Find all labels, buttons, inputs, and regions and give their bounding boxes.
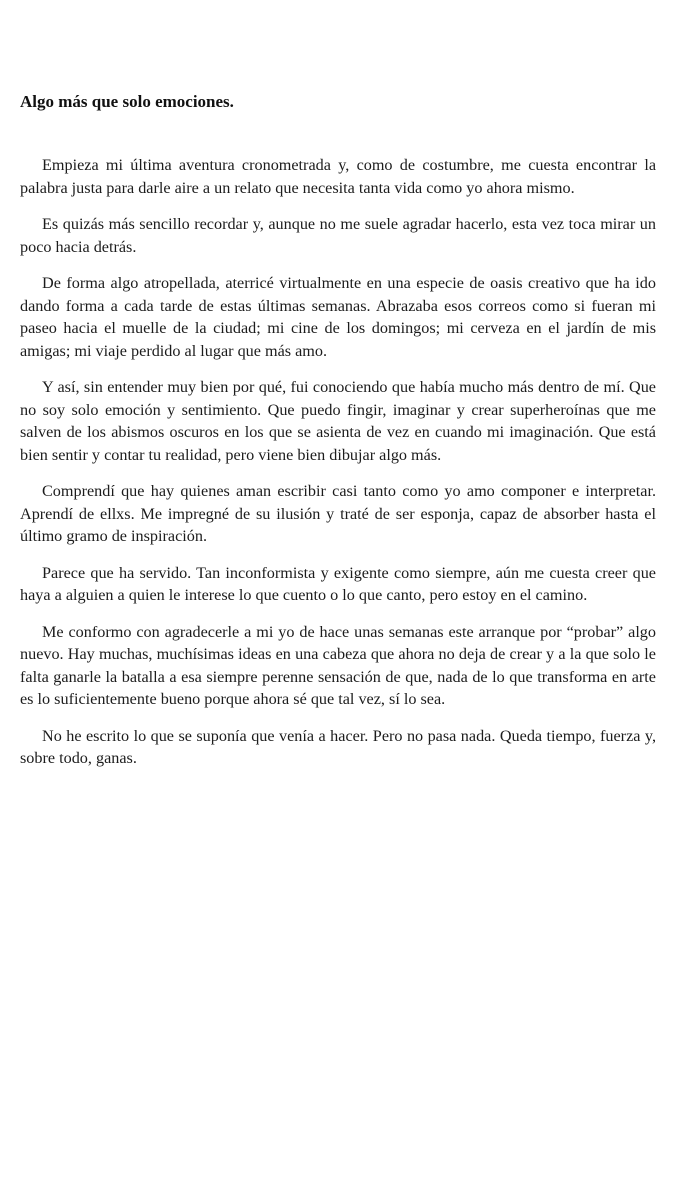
paragraph-7: Me conformo con agradecerle a mi yo de hace unas semanas este arranque por “probar” algo nuevo. Hay muchas, muchísimas ideas en una cabeza que ahora no deja de crear y a la que solo le falta ganarle la batalla a esa siempre perenne sensación de que, nada de lo que transforma en arte es lo suficientemente bueno porque ahora sé que tal vez, sí lo sea. (20, 622, 656, 708)
document-title: Algo más que solo emociones. (20, 92, 234, 111)
paragraph-8: No he escrito lo que se suponía que venía a hacer. Pero no pasa nada. Queda tiempo, fuerza y, sobre todo, ganas. (20, 726, 656, 767)
paragraph-6: Parece que ha servido. Tan inconformista y exigente como siempre, aún me cuesta creer que haya a alguien a quien le interese lo que cuento o lo que canto, pero estoy en el camino. (20, 563, 656, 604)
paragraph-4: Y así, sin entender muy bien por qué, fui conociendo que había mucho más dentro de mí. Que no soy solo emoción y sentimiento. Que puedo fingir, imaginar y crear superheroínas que me salven de los abismos oscuros en los que se asienta de vez en cuando mi imaginación. Que está bien sentir y contar tu realidad, pero viene bien dibujar algo más. (20, 378, 656, 464)
paragraph-2: Es quizás más sencillo recordar y, aunque no me suele agradar hacerlo, esta vez toca mirar un poco hacia detrás. (20, 215, 656, 256)
document-page (20, 91, 656, 784)
paragraph-5: Comprendí que hay quienes aman escribir casi tanto como yo amo componer e interpretar. Aprendí de ellxs. Me impregné de su ilusión y traté de ser esponja, capaz de absorber hasta el último gramo de inspiración. (20, 482, 656, 545)
paragraph-1: Empieza mi última aventura cronometrada y, como de costumbre, me cuesta encontrar la palabra justa para darle aire a un relato que necesita tanta vida como yo ahora mismo. (20, 156, 656, 197)
paragraph-3: De forma algo atropellada, aterricé virtualmente en una especie de oasis creativo que ha ido dando forma a cada tarde de estas últimas semanas. Abrazaba esos correos como si fueran mi paseo hacia el muelle de la ciudad; mi cine de los domingos; mi cerveza en el jardín de mis amigas; mi viaje perdido al lugar que más amo. (20, 274, 656, 360)
